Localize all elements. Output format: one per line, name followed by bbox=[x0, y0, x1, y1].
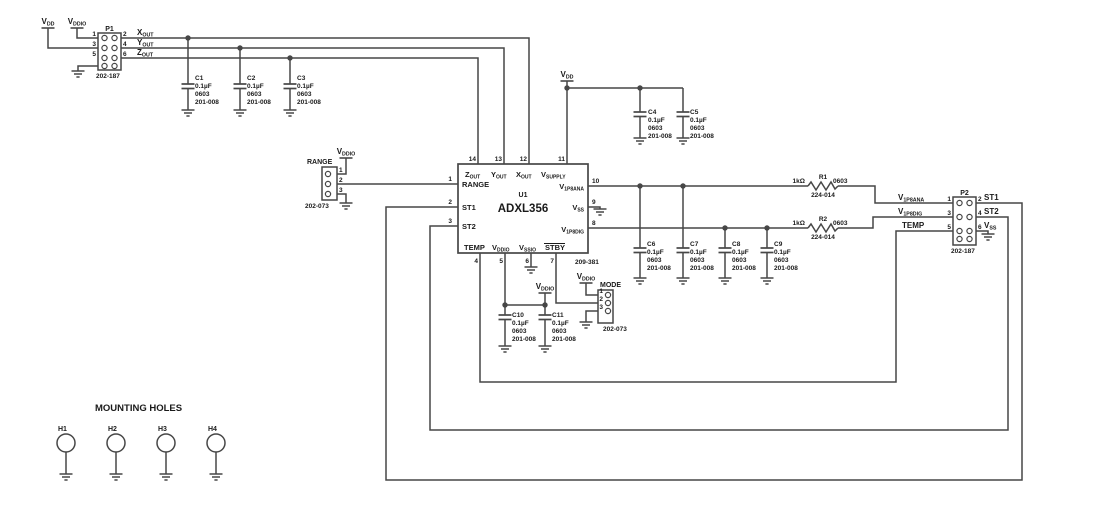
resistor-ref: R1 bbox=[818, 174, 828, 181]
ic-pin-number: 4 bbox=[474, 258, 478, 265]
mounting-hole-h3 bbox=[157, 426, 175, 480]
power-flag-vddio bbox=[337, 147, 356, 158]
pin-number: 1 bbox=[599, 288, 603, 295]
net-v1p8ana-b bbox=[838, 186, 953, 203]
capacitor-label: 0603 bbox=[195, 91, 210, 98]
capacitor-label: 0.1µF bbox=[732, 249, 749, 256]
capacitor-label: 0603 bbox=[647, 257, 662, 264]
capacitor-label: 0.1µF bbox=[774, 249, 791, 256]
ic-pin-number: 8 bbox=[592, 220, 596, 227]
connector-pin bbox=[605, 292, 610, 297]
net-label-zout: $Z_{OUT}$ bbox=[137, 48, 154, 59]
ground-symbol bbox=[982, 234, 995, 240]
connector-ref: MODE bbox=[600, 282, 621, 289]
power-flag-vdd bbox=[42, 17, 55, 28]
capacitor-label: 0.1µF bbox=[247, 83, 264, 90]
net-label-st2: ST2 bbox=[984, 207, 999, 216]
connector-pin bbox=[967, 214, 972, 219]
capacitor-label: 201-008 bbox=[690, 265, 714, 272]
capacitor-label: 201-008 bbox=[195, 99, 219, 106]
connector-range bbox=[305, 159, 343, 210]
net-label-temp: TEMP bbox=[902, 221, 925, 230]
mode-vddio-wire bbox=[586, 283, 598, 295]
power-flag-vddio bbox=[536, 282, 555, 293]
mounting-hole-h2 bbox=[107, 426, 125, 480]
mounting-hole-h1 bbox=[57, 426, 75, 480]
ic-pin-number: 6 bbox=[525, 258, 529, 265]
mounting-hole-pad bbox=[57, 434, 75, 452]
mounting-holes-title: MOUNTING HOLES bbox=[95, 403, 183, 414]
connector-pin bbox=[112, 55, 117, 60]
connector-pin bbox=[967, 236, 972, 241]
power-flag-vdd bbox=[561, 70, 574, 81]
connector-part: 202-073 bbox=[603, 326, 627, 333]
pin-number: 1 bbox=[339, 167, 343, 174]
capacitor-label: 0.1µF bbox=[552, 320, 569, 327]
capacitor-label: 0603 bbox=[552, 328, 567, 335]
ground-symbol bbox=[539, 346, 552, 352]
ic-pin-name-6: $V_{SSIO}$ bbox=[519, 243, 536, 254]
ground-symbol bbox=[72, 71, 85, 77]
capacitor-label: C11 bbox=[552, 312, 564, 319]
ic-pin-name-7: STBY bbox=[545, 243, 566, 252]
capacitor-label: 201-008 bbox=[552, 336, 576, 343]
connector-pin bbox=[957, 200, 962, 205]
net-label-yout: $Y_{OUT}$ bbox=[137, 38, 154, 49]
ic-pin-name-5: $V_{DDIO}$ bbox=[492, 243, 510, 254]
ic-pin-name-9: $V_{SS}$ bbox=[572, 203, 584, 214]
ic-adxl356 bbox=[448, 156, 599, 266]
ic-pin-number: 9 bbox=[592, 199, 596, 206]
pin-number: 2 bbox=[599, 296, 603, 303]
resistor-ref: R2 bbox=[818, 216, 828, 223]
pin-number: 6 bbox=[978, 224, 982, 231]
power-net-label: $V_{DDIO}$ bbox=[67, 17, 87, 28]
pin-number: 3 bbox=[947, 210, 951, 217]
capacitor-label: 0603 bbox=[247, 91, 262, 98]
connector-part: 202-187 bbox=[96, 73, 120, 80]
capacitor-c9 bbox=[761, 228, 799, 284]
ground-symbol bbox=[719, 278, 732, 284]
capacitor-label: 0.1µF bbox=[297, 83, 314, 90]
range-ground-wire bbox=[337, 194, 346, 203]
capacitor-c3 bbox=[284, 58, 322, 116]
capacitor-c1 bbox=[182, 38, 220, 116]
net-label-xout: $X_{OUT}$ bbox=[137, 28, 154, 39]
ic-pin-name-10: $V_{1P8ANA}$ bbox=[559, 182, 584, 193]
ground-symbol bbox=[677, 138, 690, 144]
mounting-hole-h4 bbox=[207, 426, 225, 480]
mode-ground-wire bbox=[586, 311, 598, 322]
resistor-package: 0603 bbox=[833, 220, 848, 227]
ic-pin-name-1: RANGE bbox=[462, 180, 490, 189]
connector-pin bbox=[102, 35, 107, 40]
ic-pin-number: 5 bbox=[499, 258, 503, 265]
capacitor-c11 bbox=[539, 305, 577, 352]
mounting-hole-pad bbox=[207, 434, 225, 452]
connector-pin bbox=[967, 228, 972, 233]
ic-pin-name-12: $X_{OUT}$ bbox=[516, 170, 532, 181]
ground-symbol bbox=[60, 474, 73, 480]
ground-symbol bbox=[525, 267, 538, 273]
ic-pin-number: 2 bbox=[448, 199, 452, 206]
capacitor-label: 201-008 bbox=[297, 99, 321, 106]
ic-pin-number: 13 bbox=[494, 156, 502, 163]
capacitor-c8 bbox=[719, 228, 757, 284]
ground-symbol bbox=[110, 474, 123, 480]
pin-number: 3 bbox=[92, 41, 96, 48]
capacitor-label: 0603 bbox=[732, 257, 747, 264]
capacitor-label: C4 bbox=[648, 109, 657, 116]
connector-ref: RANGE bbox=[307, 159, 333, 166]
connector-mode bbox=[598, 282, 627, 333]
ic-pin-name-3: ST2 bbox=[462, 222, 476, 231]
ic-pin-number: 11 bbox=[558, 156, 565, 163]
connector-p1 bbox=[92, 26, 127, 80]
net-v1p8dig-b bbox=[838, 217, 953, 228]
ic-pin-name-8: $V_{1P8DIG}$ bbox=[561, 225, 584, 236]
capacitor-label: 201-008 bbox=[648, 133, 672, 140]
capacitor-label: 0603 bbox=[690, 125, 705, 132]
ic-pin-number: 12 bbox=[519, 156, 527, 163]
pin-number: 4 bbox=[978, 210, 982, 217]
capacitor-label: 201-008 bbox=[774, 265, 798, 272]
power-net-label: $V_{DD}$ bbox=[41, 17, 55, 28]
connector-pin bbox=[957, 214, 962, 219]
mounting-hole-pad bbox=[107, 434, 125, 452]
capacitor-label: 0.1µF bbox=[195, 83, 212, 90]
capacitor-label: 0603 bbox=[297, 91, 312, 98]
connector-pin bbox=[605, 308, 610, 313]
ground-symbol bbox=[160, 474, 173, 480]
capacitor-label: 201-008 bbox=[732, 265, 756, 272]
pin-number: 3 bbox=[339, 187, 343, 194]
pin-number: 5 bbox=[947, 224, 951, 231]
pin-number: 1 bbox=[92, 31, 96, 38]
capacitor-label: 0.1µF bbox=[690, 249, 707, 256]
capacitor-label: 0.1µF bbox=[512, 320, 529, 327]
ic-pin-number: 7 bbox=[550, 258, 554, 265]
capacitor-c7 bbox=[677, 186, 715, 284]
ground-symbol bbox=[594, 209, 607, 215]
mounting-hole-label: H3 bbox=[158, 426, 167, 433]
capacitor-label: 0.1µF bbox=[648, 117, 665, 124]
capacitor-label: C1 bbox=[195, 75, 204, 82]
pin-number: 2 bbox=[978, 196, 982, 203]
capacitor-c10 bbox=[499, 305, 537, 352]
ground-symbol bbox=[210, 474, 223, 480]
capacitor-label: 201-008 bbox=[690, 133, 714, 140]
connector-pin bbox=[112, 63, 117, 68]
junction-dot bbox=[564, 85, 569, 90]
net-xout bbox=[121, 38, 529, 164]
capacitor-label: C3 bbox=[297, 75, 306, 82]
capacitor-label: 0603 bbox=[690, 257, 705, 264]
connector-ref: P1 bbox=[105, 26, 114, 33]
ground-symbol bbox=[182, 110, 195, 116]
connector-pin bbox=[102, 63, 107, 68]
connector-part: 202-187 bbox=[951, 248, 975, 255]
capacitor-label: 201-008 bbox=[247, 99, 271, 106]
resistor-package: 0603 bbox=[833, 178, 848, 185]
mounting-hole-label: H1 bbox=[58, 426, 67, 433]
connector-pin bbox=[112, 45, 117, 50]
pin-number: 1 bbox=[947, 196, 951, 203]
ic-pin-number: 14 bbox=[468, 156, 476, 163]
net-label-vss: $V_{SS}$ bbox=[984, 221, 997, 232]
connector-pin bbox=[325, 171, 330, 176]
ic-pin-name-2: ST1 bbox=[462, 203, 476, 212]
ic-pin-name-14: $Z_{OUT}$ bbox=[465, 170, 481, 181]
connector-pin bbox=[325, 191, 330, 196]
ground-symbol bbox=[677, 278, 690, 284]
ground-symbol bbox=[499, 346, 512, 352]
pin-number: 5 bbox=[92, 51, 96, 58]
connector-pin bbox=[112, 35, 117, 40]
net-label-v1p8ana: $V_{1P8ANA}$ bbox=[898, 193, 925, 204]
ic-pin-name-11: $V_{SUPPLY}$ bbox=[541, 170, 566, 181]
capacitor-label: C10 bbox=[512, 312, 524, 319]
connector-pin bbox=[967, 200, 972, 205]
connector-part: 202-073 bbox=[305, 203, 329, 210]
capacitor-c6 bbox=[634, 186, 672, 284]
capacitor-label: 201-008 bbox=[512, 336, 536, 343]
power-flag-vddio bbox=[68, 17, 87, 28]
ground-symbol bbox=[284, 110, 297, 116]
ic-pin-number: 10 bbox=[592, 178, 600, 185]
capacitor-c5 bbox=[677, 88, 715, 144]
connector-pin bbox=[102, 45, 107, 50]
connector-p2 bbox=[947, 190, 982, 255]
resistor-value: 1kΩ bbox=[792, 220, 805, 227]
net-label-st1: ST1 bbox=[984, 193, 999, 202]
capacitor-label: 0.1µF bbox=[690, 117, 707, 124]
power-net-label: $V_{DDIO}$ bbox=[576, 272, 596, 283]
capacitor-label: C2 bbox=[247, 75, 256, 82]
ic-pin-name-4: TEMP bbox=[464, 243, 485, 252]
mounting-hole-label: H4 bbox=[208, 426, 217, 433]
capacitor-label: C9 bbox=[774, 241, 783, 248]
ground-symbol bbox=[634, 278, 647, 284]
resistor-part: 224-014 bbox=[811, 234, 835, 241]
connector-pin bbox=[957, 228, 962, 233]
net-label-v1p8dig: $V_{1P8DIG}$ bbox=[898, 207, 923, 218]
capacitor-label: C7 bbox=[690, 241, 699, 248]
pin-number: 6 bbox=[123, 51, 127, 58]
mounting-hole-label: H2 bbox=[108, 426, 117, 433]
ic-pin-name-13: $Y_{OUT}$ bbox=[491, 170, 507, 181]
connector-pin bbox=[605, 300, 610, 305]
resistor-part: 224-014 bbox=[811, 192, 835, 199]
power-flag-vddio bbox=[577, 272, 596, 283]
pin-number: 2 bbox=[123, 31, 127, 38]
capacitor-label: 201-008 bbox=[647, 265, 671, 272]
capacitor-label: C8 bbox=[732, 241, 741, 248]
capacitor-label: 0603 bbox=[512, 328, 527, 335]
pin-number: 4 bbox=[123, 41, 127, 48]
power-net-label: $V_{DDIO}$ bbox=[336, 147, 356, 158]
capacitor-label: C6 bbox=[647, 241, 656, 248]
ground-symbol bbox=[234, 110, 247, 116]
capacitor-label: 0.1µF bbox=[647, 249, 664, 256]
ic-name: ADXL356 bbox=[497, 203, 549, 215]
ground-symbol bbox=[580, 322, 593, 328]
power-net-label: $V_{DD}$ bbox=[560, 70, 574, 81]
mounting-hole-pad bbox=[157, 434, 175, 452]
pin-number: 3 bbox=[599, 304, 603, 311]
pin-number: 2 bbox=[339, 177, 343, 184]
mounting-holes bbox=[57, 426, 225, 480]
power-net-label: $V_{DDIO}$ bbox=[535, 282, 555, 293]
capacitor-c4 bbox=[634, 88, 673, 144]
ic-pin-number: 3 bbox=[448, 218, 452, 225]
resistor-value: 1kΩ bbox=[792, 178, 805, 185]
capacitor-label: 0603 bbox=[774, 257, 789, 264]
net-yout bbox=[121, 48, 504, 164]
ground-symbol bbox=[634, 138, 647, 144]
ic-refdes: U1 bbox=[518, 192, 528, 199]
net-zout bbox=[121, 58, 478, 164]
ground-symbol bbox=[340, 203, 353, 209]
connector-ref: P2 bbox=[960, 190, 969, 197]
ic-pin-number: 1 bbox=[448, 176, 452, 183]
connector-pin bbox=[325, 181, 330, 186]
ic-part-number: 209-381 bbox=[575, 259, 599, 266]
ground-symbol bbox=[761, 278, 774, 284]
capacitor-label: C5 bbox=[690, 109, 699, 116]
connector-pin bbox=[957, 236, 962, 241]
capacitor-label: 0603 bbox=[648, 125, 663, 132]
connector-pin bbox=[102, 55, 107, 60]
